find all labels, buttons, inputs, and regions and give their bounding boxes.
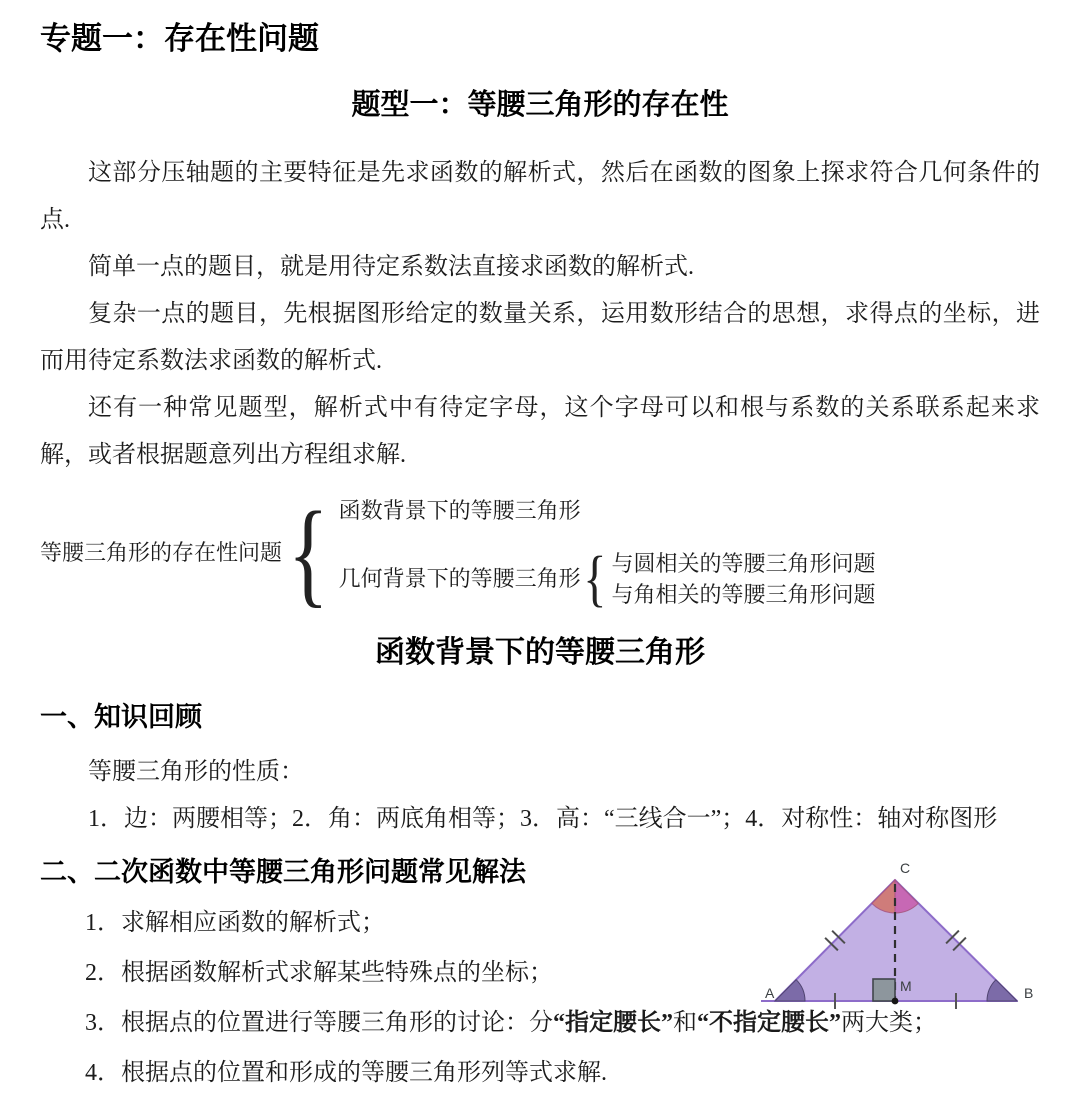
- method-step-2: 2．根据函数解析式求解某些特殊点的坐标；: [85, 960, 553, 987]
- page-title: 专题一：存在性问题: [40, 21, 319, 56]
- paragraph: 简单一点的题目，就是用待定系数法直接求函数的解析式.: [88, 254, 694, 280]
- branch-function-background: [339, 498, 876, 524]
- step3-bold-fixed-leg: “指定腰长”: [553, 1010, 673, 1037]
- vertex-b-label: B: [1024, 985, 1034, 1001]
- diagram-root-label: 等腰三角形的存在性问题: [40, 540, 283, 566]
- subsection-title: 函数背景下的等腰三角形: [375, 636, 705, 670]
- isosceles-triangle-figure: [756, 858, 1042, 1016]
- step3-bold-unfixed-leg: “不指定腰长”: [697, 1010, 841, 1037]
- curly-brace-big: {: [287, 487, 329, 618]
- right-angle-square: [873, 979, 895, 1001]
- methods-heading: 二、二次函数中等腰三角形问题常见解法: [40, 857, 526, 888]
- method-step-4: 4．根据点的位置和形成的等腰三角形列等式求解.: [85, 1060, 607, 1087]
- classification-brace-diagram: [40, 487, 1040, 618]
- step3-text: 两大类；: [841, 1010, 937, 1037]
- point-m-label: M: [900, 978, 912, 994]
- branch-label: 几何背景下的等腰三角形: [338, 566, 581, 592]
- vertex-c-label: C: [900, 860, 911, 876]
- knowledge-properties: 1．边：两腰相等；2．角：两底角相等；3．高：“三线合一”；4．对称性：轴对称图形: [88, 806, 998, 833]
- section-heading: 题型一：等腰三角形的存在性: [351, 89, 729, 121]
- point-m-dot: [892, 998, 899, 1005]
- leaf-label: 与角相关的等腰三角形问题: [611, 581, 876, 607]
- vertex-a-label: A: [765, 985, 775, 1001]
- knowledge-heading: 一、知识回顾: [40, 702, 202, 733]
- step3-text: 3．根据点的位置进行等腰三角形的讨论：分: [85, 1010, 553, 1037]
- branch-geometry-background: [338, 544, 876, 613]
- knowledge-intro: 等腰三角形的性质：: [88, 759, 304, 786]
- paragraph: 复杂一点的题目，先根据图形给定的数量关系，运用数形结合的思想，求得点的坐标，进而用待定系数法求函数的解析式.: [40, 301, 1040, 374]
- document-page: [0, 20, 1080, 1088]
- curly-brace-small: {: [582, 544, 607, 613]
- diagram-branches: [335, 497, 876, 613]
- method-step-1: 1．求解相应函数的解析式；: [85, 910, 385, 937]
- geometry-sub-branches: [608, 551, 875, 608]
- paragraph: 还有一种常见题型，解析式中有待定字母，这个字母可以和根与系数的关系联系起来求解，或者根据题意列出方程组求解.: [40, 395, 1040, 468]
- branch-label: 函数背景下的等腰三角形: [338, 497, 581, 523]
- triangle-diagram-svg: [756, 858, 1042, 1016]
- leaf-label: 与圆相关的等腰三角形问题: [611, 550, 876, 576]
- step3-text: 和: [673, 1010, 697, 1037]
- paragraph: 这部分压轴题的主要特征是先求函数的解析式，然后在函数的图象上探求符合几何条件的点.: [40, 160, 1040, 233]
